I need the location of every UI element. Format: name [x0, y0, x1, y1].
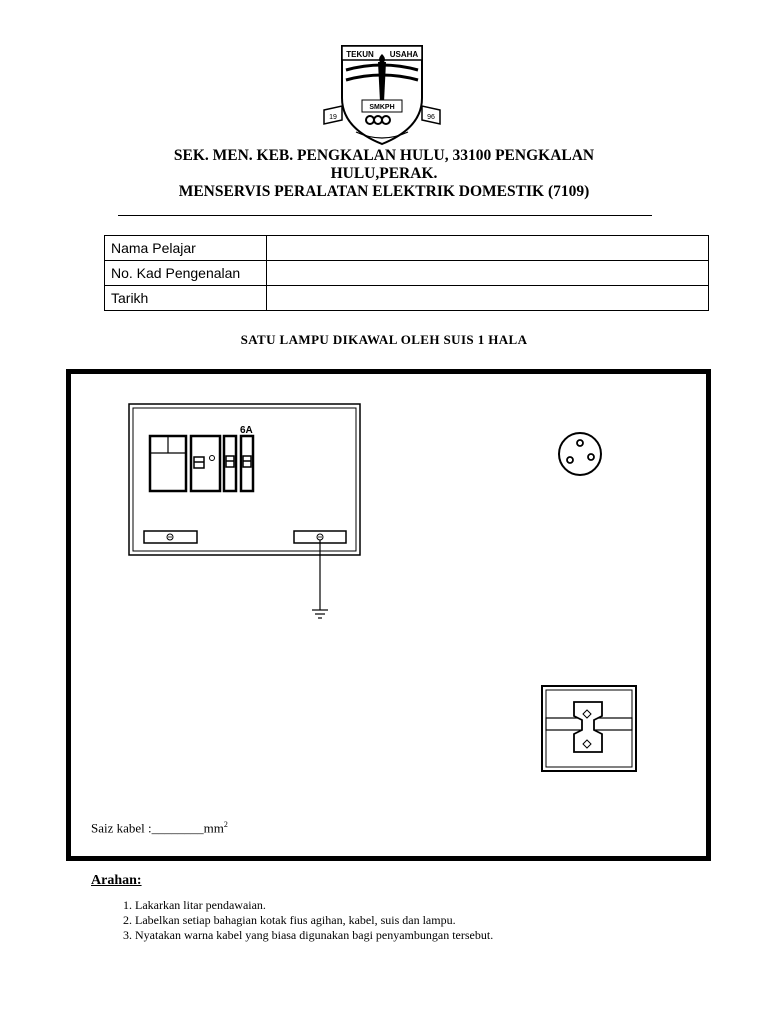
list-item: 1. Lakarkan litar pendawaian.: [135, 898, 735, 913]
svg-text:19: 19: [329, 114, 337, 121]
main-switch-icon: [150, 436, 186, 491]
instructions-heading: Arahan:: [91, 873, 142, 888]
cable-size-unit-exponent: 2: [223, 820, 228, 829]
svg-text:SMKPH: SMKPH: [369, 104, 395, 111]
neutral-bar-icon: [144, 531, 197, 543]
instructions-list: [85, 898, 735, 943]
rccb-icon: [191, 436, 220, 491]
svg-text:TEKUN: TEKUN: [346, 50, 374, 59]
header-line-3: MENSERVIS PERALATAN ELEKTRIK DOMESTIK (7109): [178, 183, 590, 200]
header-line-1: SEK. MEN. KEB. PENGKALAN HULU, 33100 PENGKALAN: [173, 147, 595, 164]
svg-text:USAHA: USAHA: [389, 50, 419, 59]
label-tarikh: Tarikh: [105, 286, 267, 311]
svg-text:96: 96: [427, 114, 435, 121]
breaker-rating-label: 6A: [240, 425, 253, 436]
label-no-kad-pengenalan: No. Kad Pengenalan: [105, 261, 267, 286]
lamp-holder-icon: [559, 433, 601, 475]
list-item: 3. Nyatakan warna kabel yang biasa digunakan bagi penyambungan tersebut.: [135, 928, 735, 943]
cable-size-label: Saiz kabel :________mm: [91, 820, 224, 836]
page-title: SATU LAMPU DIKAWAL OLEH SUIS 1 HALA: [240, 332, 528, 347]
label-nama-pelajar: Nama Pelajar: [105, 236, 267, 261]
cable-size-field[interactable]: [91, 820, 228, 836]
mcb-icon: [224, 436, 236, 491]
one-way-switch-icon: [542, 686, 636, 771]
list-item: 2. Labelkan setiap bahagian kotak fius agihan, kabel, suis dan lampu.: [135, 913, 735, 928]
mcb-icon: [241, 436, 253, 491]
header-line-2: HULU,PERAK.: [330, 165, 438, 182]
